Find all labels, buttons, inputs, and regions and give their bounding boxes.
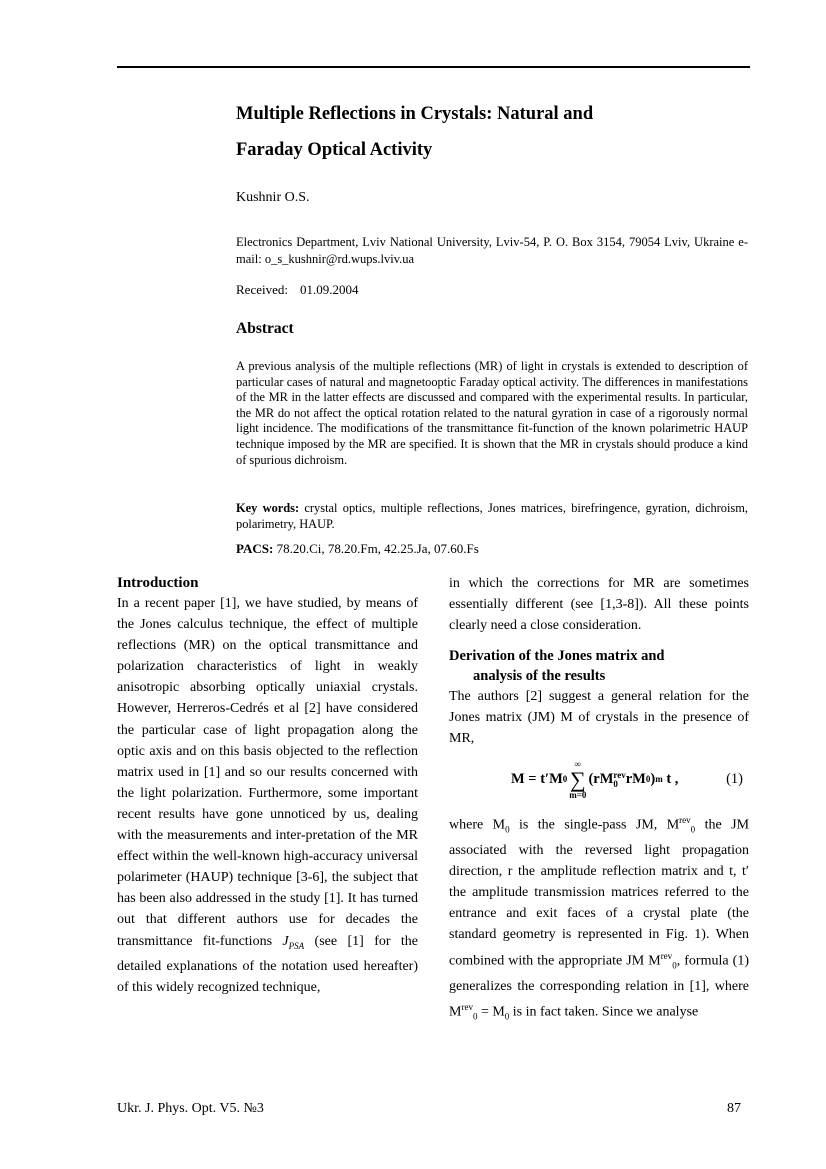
intro-text-b: (see [1] for the detailed explanations of the notation used hereafter) of this widely recognized technique,: [117, 933, 419, 996]
keywords: [236, 500, 748, 532]
introduction-heading: Introduction: [117, 575, 199, 591]
paper-title: [236, 96, 736, 168]
header-rule: [117, 66, 750, 68]
right-column: [449, 573, 749, 1028]
received: [236, 282, 358, 298]
pacs-text: 78.20.Ci, 78.20.Fm, 42.25.Ja, 07.60.Fs: [276, 541, 479, 556]
right-paragraph-3: where $M_0$ is the single-pass JM, $M^{rev}_0$ the JM associated with the reversed light propagation direction, r the amplitude reflection matrix and t, t′ the amplitude transmission matrices referred to the entrance and exit faces of a crystal plate (the standard geometry is represented in Fig. 1). When combined with the appropriate JM $M^{rev}_0$, formula (1) generalizes the corresponding relation in [1], where $M^{rev}_0 = M_0$ is in fact taken. Since we analyse: [449, 814, 750, 1022]
equation-formula: M = t′M 0 ∞ ∑ m=0 (rM rev 0 rM 0 ) m t ,: [511, 758, 679, 800]
received-label: Received:: [236, 282, 288, 297]
keywords-label: Key words:: [236, 501, 300, 515]
right-paragraph-1: in which the corrections for MR are sometimes essentially different (see [1,3-8]). All these points clearly need a close consideration.: [449, 576, 749, 634]
title-line-1: Multiple Reflections in Crystals: Natural and: [236, 104, 594, 124]
intro-text-a: In a recent paper [1], we have studied, by means of the Jones calculus technique, the effect of multiple reflections (MR) on the optical transmittance and polarization characteristics of light in weakly anisotropic absorbing optically uniaxial crystals. However, Herreros-Cedrés et al [2] have considered the particular case of light propagation along the optic axis and on this basis objected to the reflection matrix used in [1] and so our results concerned with the light polarization. Furthermore, some important recent results have gone unnoticed by us, dealing with the measurements and inter-pretation of the MR effect within the well-known high-accuracy universal polarimeter (HAUP) technique [3-6], the subject that has been also addressed in the study [1]. It has turned out that different authors use for decades the transmittance fit-functions: [117, 596, 418, 949]
equation-number: (1): [726, 771, 743, 788]
right-paragraph-2: The authors [2] suggest a general relation for the Jones matrix (JM) M of crystals in the presence of MR,: [449, 689, 749, 747]
footer-journal: Ukr. J. Phys. Opt. V5. №3: [117, 1101, 264, 1116]
left-column: [117, 573, 418, 999]
derivation-heading: Derivation of the Jones matrix and analysis of the results: [449, 648, 665, 685]
affiliation: Electronics Department, Lviv National University, Lviv-54, P. O. Box 3154, 79054 Lviv, Ukraine e-mail: o_s_kushnir@rd.wups.lviv.ua: [236, 235, 748, 266]
introduction-paragraph: [117, 593, 418, 999]
sum-symbol: ∞ ∑ m=0: [569, 758, 587, 800]
pacs-label: PACS:: [236, 541, 274, 556]
footer-page-number: 87: [727, 1101, 741, 1116]
keywords-text: crystal optics, multiple reflections, Jones matrices, birefringence, gyration, dichroism, polarimetry, HAUP.: [236, 501, 748, 531]
abstract-heading: Abstract: [236, 320, 294, 337]
title-line-2: Faraday Optical Activity: [236, 140, 433, 160]
received-date: 01.09.2004: [299, 282, 359, 297]
fit-function-symbol: $J_{PSA}$: [282, 933, 305, 951]
pacs: [236, 541, 479, 557]
author: Kushnir O.S.: [236, 190, 310, 205]
abstract-text: A previous analysis of the multiple reflections (MR) of light in crystals is extended to description of particular cases of natural and magnetooptic Faraday optical activity. The differences in manifestations of the MR in the latter effects are discussed and compared with the experimental results. In particular, the MR do not affect the optical rotation related to the natural gyration in case of a rigorously normal light incidence. The modifications of the transmittance fit-function of the known polarimetric HAUP technique imposed by the MR are specified. It is shown that the MR in crystals should produce a kind of spurious dichroism.: [236, 359, 748, 467]
equation-1: [449, 750, 749, 810]
